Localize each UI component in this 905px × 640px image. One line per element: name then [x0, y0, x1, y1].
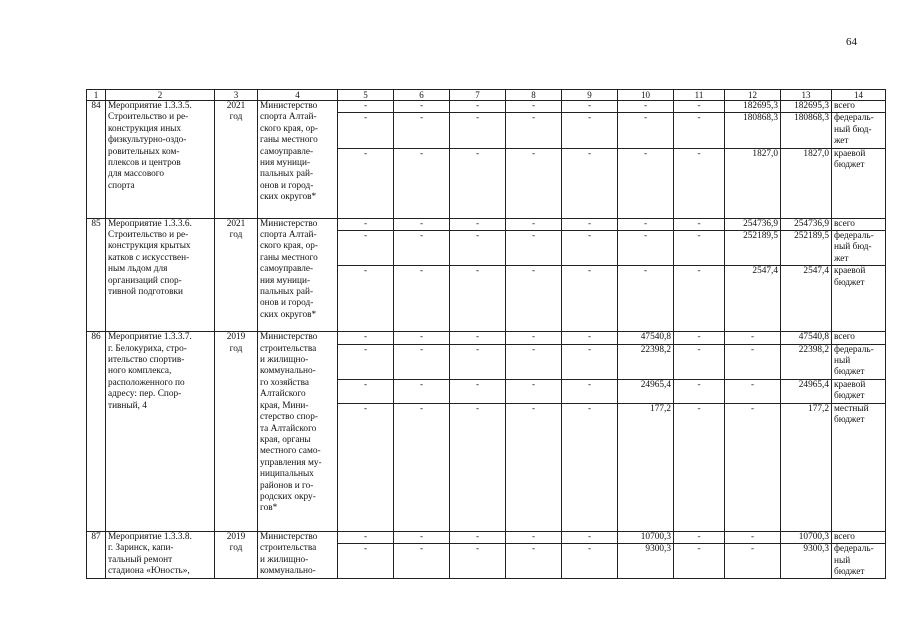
c12-value: - — [725, 379, 781, 403]
page-number: 64 — [846, 36, 857, 48]
col6-value: - — [394, 113, 450, 148]
col7-value: - — [450, 101, 506, 113]
c12-value: 1827,0 — [725, 148, 781, 218]
event-name — [106, 101, 215, 219]
c10-value: 177,2 — [618, 403, 674, 531]
col7-value: - — [450, 379, 506, 403]
col5-value: - — [338, 218, 394, 230]
c11-value: - — [674, 403, 725, 531]
col6-value: - — [394, 266, 450, 332]
c10-value: - — [618, 218, 674, 230]
c13-value: 1827,0 — [781, 148, 832, 218]
col9-value: - — [562, 403, 618, 531]
col6-value: - — [394, 344, 450, 379]
col9-value: - — [562, 266, 618, 332]
c13-value: 10700,3 — [781, 531, 832, 543]
col8-value: - — [506, 101, 562, 113]
c13-value: 182695,3 — [781, 101, 832, 113]
col9-value: - — [562, 531, 618, 543]
col9-value: - — [562, 113, 618, 148]
col6-value: - — [394, 218, 450, 230]
col9-value: - — [562, 344, 618, 379]
funding-source-text: федераль- ный бюджет — [834, 544, 874, 577]
col6-value: - — [394, 332, 450, 344]
col5-value: - — [338, 101, 394, 113]
implementation-year-text: 2019 год — [226, 531, 246, 554]
implementation-year-text: 2019 год — [226, 332, 246, 354]
c12-value: 2547,4 — [725, 266, 781, 332]
program-activities-table — [86, 89, 886, 579]
c11-value: - — [674, 266, 725, 332]
c10-value: 47540,8 — [618, 332, 674, 344]
event-name-text: Мероприятие 1.3.3.7. г. Белокуриха, стро- ительство спортив- ного комплекса, расположенного по адресу: пер. Спор- тивный, 4 — [108, 332, 192, 411]
c11-value: - — [674, 344, 725, 379]
c10-value: - — [618, 148, 674, 218]
header-cell: 5 — [338, 90, 394, 101]
col6-value: - — [394, 148, 450, 218]
c11-value: - — [674, 101, 725, 113]
col9-value: - — [562, 101, 618, 113]
c12-value: - — [725, 332, 781, 344]
col5-value: - — [338, 403, 394, 531]
col6-value: - — [394, 531, 450, 543]
c13-value: 9300,3 — [781, 544, 832, 579]
c12-value: - — [725, 531, 781, 543]
table-row — [87, 531, 886, 543]
c13-value: 2547,4 — [781, 266, 832, 332]
col8-value: - — [506, 148, 562, 218]
row-number-text: 86 — [91, 332, 101, 343]
col7-value: - — [450, 344, 506, 379]
funding-source-text: федераль- ный бюд- жет — [834, 113, 874, 147]
table-row — [87, 332, 886, 344]
col8-value: - — [506, 231, 562, 266]
funding-source — [832, 332, 886, 344]
funding-source-text: краевой бюджет — [834, 148, 866, 171]
c11-value: - — [674, 113, 725, 148]
c11-value: - — [674, 332, 725, 344]
col9-value: - — [562, 544, 618, 579]
col8-value: - — [506, 113, 562, 148]
c13-value: 47540,8 — [781, 332, 832, 344]
c10-value: 24965,4 — [618, 379, 674, 403]
c12-value: 252189,5 — [725, 231, 781, 266]
header-cell: 14 — [832, 90, 886, 101]
c13-value: 252189,5 — [781, 231, 832, 266]
col7-value: - — [450, 113, 506, 148]
c11-value: - — [674, 148, 725, 218]
executor — [258, 531, 338, 579]
funding-source — [832, 379, 886, 403]
col5-value: - — [338, 379, 394, 403]
c11-value: - — [674, 231, 725, 266]
c11-value: - — [674, 544, 725, 579]
funding-source-text: краевой бюджет — [834, 266, 866, 288]
c12-value: 182695,3 — [725, 101, 781, 113]
c13-value: 22398,2 — [781, 344, 832, 379]
col7-value: - — [450, 403, 506, 531]
col7-value: - — [450, 266, 506, 332]
implementation-year — [215, 101, 258, 219]
col5-value: - — [338, 266, 394, 332]
col8-value: - — [506, 379, 562, 403]
col7-value: - — [450, 544, 506, 579]
c12-value: - — [725, 544, 781, 579]
funding-source-text: всего — [834, 531, 855, 542]
c11-value: - — [674, 531, 725, 543]
col9-value: - — [562, 231, 618, 266]
table-row — [87, 218, 886, 230]
col8-value: - — [506, 266, 562, 332]
col9-value: - — [562, 332, 618, 344]
row-number — [87, 101, 106, 219]
header-cell: 6 — [394, 90, 450, 101]
header-cell: 7 — [450, 90, 506, 101]
funding-source-text: федераль- ный бюд- жет — [834, 231, 874, 264]
header-cell: 13 — [781, 90, 832, 101]
table-row — [87, 101, 886, 113]
table-body — [87, 90, 886, 579]
c13-value: 180868,3 — [781, 113, 832, 148]
event-name — [106, 531, 215, 579]
executor-text: Министерство спорта Алтай- ского края, ор- ганы местного самоуправле- ния муници- пальных рай- онов и город- ских округов* — [260, 101, 318, 203]
event-name-text: Мероприятие 1.3.3.6. Строительство и ре- конструкция крытых катков с искусствен- ным льдом для организаций спор- тивной подготовки — [108, 218, 192, 298]
col5-value: - — [338, 148, 394, 218]
header-row — [87, 90, 886, 101]
row-number-text: 85 — [91, 218, 101, 229]
header-cell: 4 — [258, 90, 338, 101]
col8-value: - — [506, 403, 562, 531]
col8-value: - — [506, 218, 562, 230]
col7-value: - — [450, 218, 506, 230]
funding-source — [832, 344, 886, 379]
col8-value: - — [506, 332, 562, 344]
header-cell: 1 — [87, 90, 106, 101]
col7-value: - — [450, 531, 506, 543]
executor — [258, 101, 338, 219]
implementation-year-text: 2021 год — [226, 218, 246, 241]
c11-value: - — [674, 218, 725, 230]
funding-source — [832, 266, 886, 332]
c13-value: 24965,4 — [781, 379, 832, 403]
executor-text: Министерство строительства и жилищно- коммунально- го хозяйства Алтайского края, Мини- стерство спор- та Алтайского края, органы местного само- управления му- ниципальных районов и го- родских окру- гов* — [260, 332, 322, 514]
funding-source — [832, 113, 886, 148]
implementation-year — [215, 531, 258, 579]
row-number-text: 84 — [91, 101, 101, 111]
c10-value: 10700,3 — [618, 531, 674, 543]
header-cell: 9 — [562, 90, 618, 101]
funding-source — [832, 231, 886, 266]
funding-source — [832, 101, 886, 113]
header-cell: 3 — [215, 90, 258, 101]
header-cell: 12 — [725, 90, 781, 101]
funding-source — [832, 531, 886, 543]
c13-value: 254736,9 — [781, 218, 832, 230]
implementation-year — [215, 332, 258, 531]
col8-value: - — [506, 544, 562, 579]
c11-value: - — [674, 379, 725, 403]
col8-value: - — [506, 344, 562, 379]
col5-value: - — [338, 231, 394, 266]
c10-value: - — [618, 101, 674, 113]
col5-value: - — [338, 544, 394, 579]
c12-value: - — [725, 344, 781, 379]
header-cell: 2 — [106, 90, 215, 101]
c10-value: 9300,3 — [618, 544, 674, 579]
col5-value: - — [338, 113, 394, 148]
funding-source-text: всего — [834, 218, 855, 229]
funding-source-text: всего — [834, 332, 855, 343]
col5-value: - — [338, 344, 394, 379]
executor-text: Министерство спорта Алтай- ского края, ор- ганы местного самоуправле- ния муници- пальных рай- онов и город- ских округов* — [260, 218, 318, 320]
col5-value: - — [338, 332, 394, 344]
event-name — [106, 218, 215, 332]
col7-value: - — [450, 148, 506, 218]
executor — [258, 332, 338, 531]
c10-value: - — [618, 266, 674, 332]
c10-value: - — [618, 231, 674, 266]
header-cell: 10 — [618, 90, 674, 101]
c12-value: 180868,3 — [725, 113, 781, 148]
funding-source — [832, 218, 886, 230]
funding-source-text: всего — [834, 101, 855, 111]
header-cell: 11 — [674, 90, 725, 101]
col5-value: - — [338, 531, 394, 543]
event-name-text: Мероприятие 1.3.3.5. Строительство и ре- конструкция иных физкультурно-оздо- ровительных ком- плексов и центров для массового спорта — [108, 101, 192, 191]
col6-value: - — [394, 231, 450, 266]
col9-value: - — [562, 148, 618, 218]
funding-source-text: краевой бюджет — [834, 379, 866, 402]
row-number-text: 87 — [91, 531, 101, 542]
funding-source — [832, 148, 886, 218]
funding-source — [832, 544, 886, 579]
row-number — [87, 531, 106, 579]
header-cell: 8 — [506, 90, 562, 101]
c13-value: 177,2 — [781, 403, 832, 531]
col6-value: - — [394, 379, 450, 403]
col9-value: - — [562, 379, 618, 403]
event-name-text: Мероприятие 1.3.3.8. г. Заринск, капи- тальный ремонт стадиона «Юность», — [108, 531, 192, 576]
funding-source — [832, 403, 886, 531]
c12-value: - — [725, 403, 781, 531]
col9-value: - — [562, 218, 618, 230]
executor-text: Министерство строительства и жилищно- коммунально- — [260, 531, 318, 576]
funding-source-text: федераль- ный бюджет — [834, 344, 874, 378]
col6-value: - — [394, 101, 450, 113]
col8-value: - — [506, 531, 562, 543]
row-number — [87, 332, 106, 531]
c10-value: 22398,2 — [618, 344, 674, 379]
col6-value: - — [394, 403, 450, 531]
implementation-year-text: 2021 год — [226, 101, 246, 123]
col7-value: - — [450, 332, 506, 344]
c12-value: 254736,9 — [725, 218, 781, 230]
event-name — [106, 332, 215, 531]
row-number — [87, 218, 106, 332]
executor — [258, 218, 338, 332]
col7-value: - — [450, 231, 506, 266]
implementation-year — [215, 218, 258, 332]
c10-value: - — [618, 113, 674, 148]
funding-source-text: местный бюджет — [834, 403, 869, 426]
col6-value: - — [394, 544, 450, 579]
